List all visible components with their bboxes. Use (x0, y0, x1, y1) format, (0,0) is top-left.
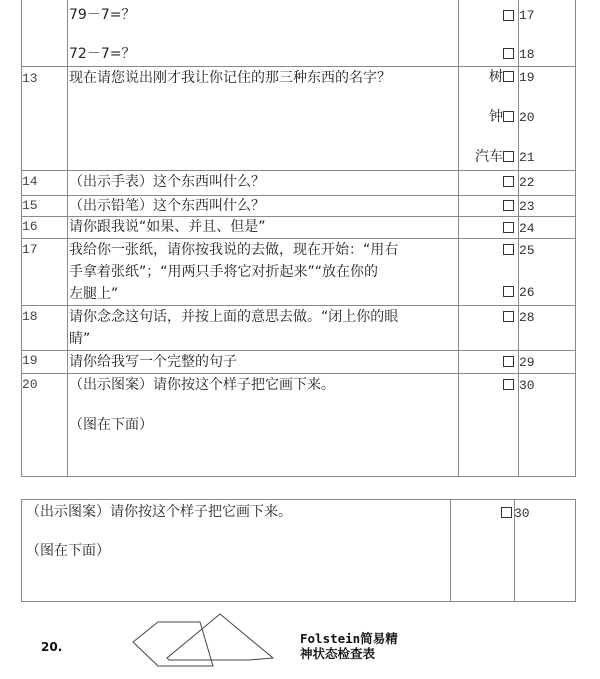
intersecting-pentagons-figure (125, 610, 295, 676)
option-23 (503, 196, 515, 216)
row-number: 16 (22, 219, 38, 234)
option-25 (503, 240, 515, 260)
checkbox[interactable] (503, 356, 514, 367)
checkbox[interactable] (503, 222, 514, 233)
option-22 (503, 172, 515, 192)
caption-line-2: 神状态检查表 (300, 646, 376, 661)
question-text: 现在请您说出刚才我让你记住的那三种东西的名字？ (69, 70, 391, 86)
question-text: （出示手表）这个东西叫什么？ (69, 174, 265, 190)
row-number: 20 (22, 377, 38, 392)
lower-question-text: （出示图案）请你按这个样子把它画下来。 (26, 504, 292, 520)
row-number: 18 (22, 309, 38, 324)
checkbox[interactable] (503, 244, 514, 255)
checkbox[interactable] (503, 286, 514, 297)
score-label: 24 (519, 221, 535, 236)
question-text: 79－7=？ (69, 7, 136, 23)
option-label: 钟 (489, 109, 503, 125)
checkbox[interactable] (503, 379, 514, 390)
option-21 (475, 147, 515, 167)
score-label: 18 (519, 47, 535, 62)
checkbox[interactable] (503, 111, 514, 122)
question-text: 手拿着张纸”；“用两只手将它对折起来”“放在你的 (69, 264, 379, 280)
question-text: 左腿上” (69, 286, 119, 302)
checkbox[interactable] (503, 151, 514, 162)
checkbox[interactable] (501, 507, 512, 518)
option-30 (503, 375, 515, 395)
checkbox[interactable] (503, 200, 514, 211)
checkbox[interactable] (503, 48, 514, 59)
option-24 (503, 218, 515, 238)
option-20 (489, 107, 515, 127)
question-text: 请你跟我说“如果、并且、但是” (69, 219, 266, 235)
question-text: （出示图案）请你按这个样子把它画下来。 (69, 377, 335, 393)
question-text: 睛” (69, 331, 91, 347)
option-26 (503, 282, 515, 302)
question-text: （图在下面） (69, 417, 153, 433)
option-28 (503, 307, 515, 327)
row-number: 19 (22, 353, 38, 368)
score-label: 23 (519, 199, 535, 214)
score-label: 25 (519, 243, 535, 258)
row-number: 13 (22, 71, 38, 86)
score-label: 17 (519, 8, 535, 23)
question-text: 请你念念这句话，并按上面的意思去做。“闭上你的眼 (69, 309, 399, 325)
score-label: 22 (519, 175, 535, 190)
checkbox[interactable] (503, 176, 514, 187)
question-text: 我给你一张纸，请你按我说的去做，现在开始：“用右 (69, 242, 399, 258)
checkbox[interactable] (503, 10, 514, 21)
score-label: 19 (519, 70, 535, 85)
score-label: 30 (514, 506, 530, 521)
option-label: 汽车 (475, 149, 503, 165)
row-number: 14 (22, 174, 38, 189)
question-text: （出示铅笔）这个东西叫什么？ (69, 198, 265, 214)
option-19 (489, 67, 515, 87)
option-label: 树 (489, 69, 503, 85)
option-17 (503, 6, 515, 26)
option-29 (503, 352, 515, 372)
score-label: 26 (519, 285, 535, 300)
checkbox[interactable] (503, 311, 514, 322)
row-number: 15 (22, 198, 38, 213)
row-number: 17 (22, 242, 38, 257)
score-label: 28 (519, 310, 535, 325)
option-18 (503, 44, 515, 64)
question-text: 请你给我写一个完整的句子 (69, 354, 237, 370)
score-label: 20 (519, 110, 535, 125)
score-label: 29 (519, 355, 535, 370)
checkbox[interactable] (503, 71, 514, 82)
item-number: 20. (41, 640, 63, 654)
lower-option-30 (501, 503, 513, 523)
score-label: 30 (519, 378, 535, 393)
caption-line-1: Folstein简易精 (300, 631, 398, 646)
score-label: 21 (519, 150, 535, 165)
question-text: 72－7=？ (69, 46, 136, 62)
lower-question-text: （图在下面） (26, 543, 110, 559)
